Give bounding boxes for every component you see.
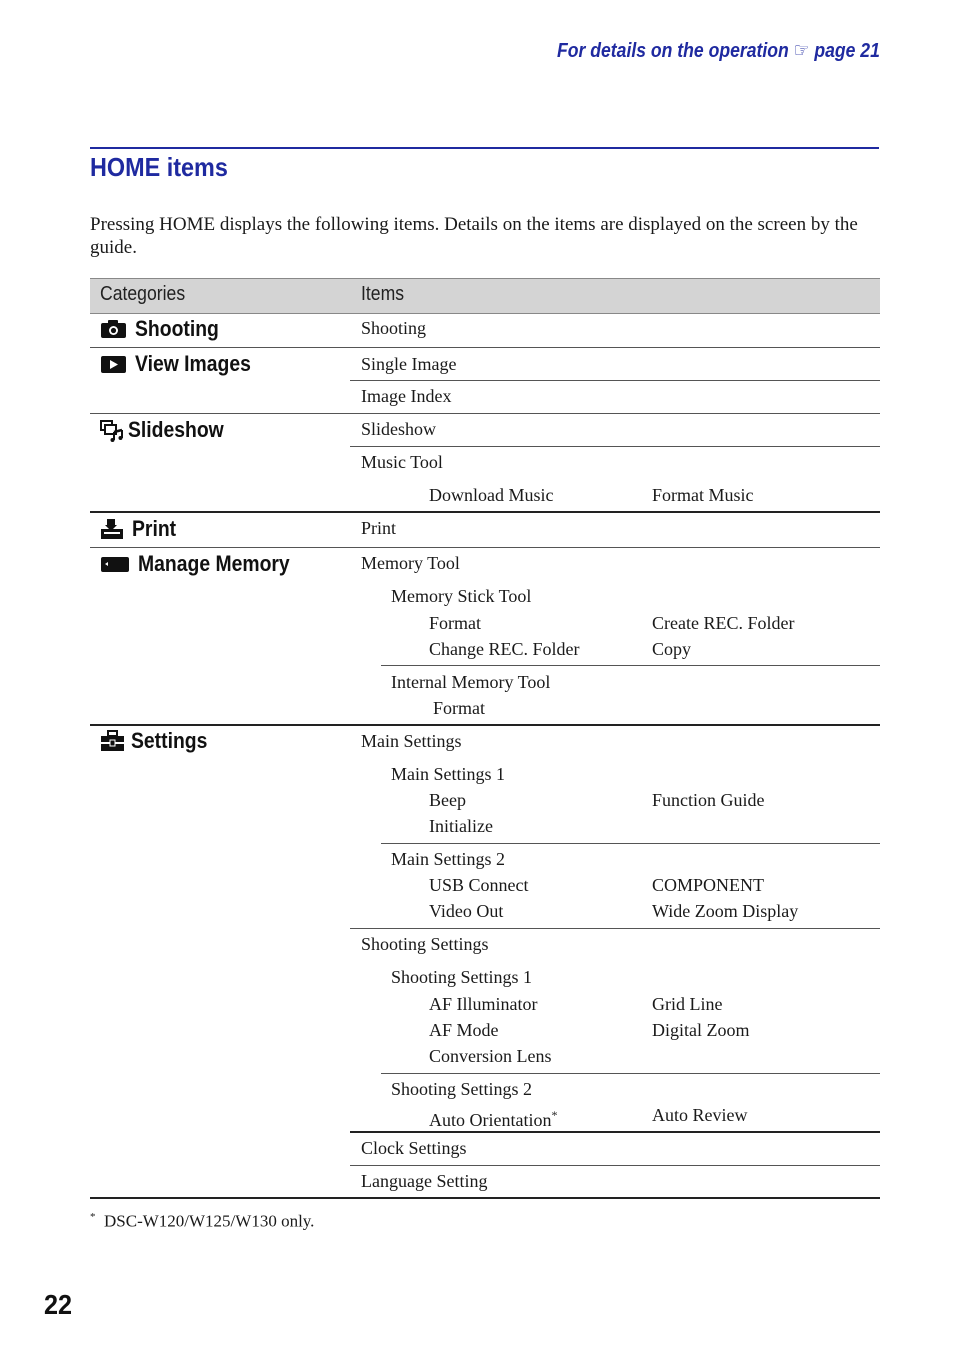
item-internal-memory-tool: Internal Memory Tool: [391, 672, 551, 692]
toolbox-icon: [100, 730, 125, 752]
row-divider: [350, 928, 880, 929]
row-divider: [90, 413, 880, 414]
item-beep: Beep: [429, 790, 466, 810]
column-header-categories: Categories: [100, 283, 186, 305]
item-ms-format: Format: [429, 613, 481, 633]
category-view-images: [100, 351, 267, 377]
category-shooting: [100, 316, 230, 342]
row-divider: [90, 347, 880, 348]
item-format-music: Format Music: [652, 485, 754, 505]
item-im-format: Format: [433, 698, 485, 718]
page-number: 22: [44, 1289, 73, 1320]
page-reference-link[interactable]: For details on the operation ☞ page 21: [557, 40, 880, 62]
category-slideshow: [100, 417, 237, 443]
category-manage-memory: [100, 551, 310, 577]
footnote-marker: *: [551, 1108, 558, 1122]
section-rule: [90, 147, 879, 149]
item-conversion-lens: Conversion Lens: [429, 1046, 552, 1066]
row-divider: [381, 665, 880, 666]
item-shooting-settings-1: Shooting Settings 1: [391, 967, 533, 987]
category-label: Slideshow: [128, 417, 224, 442]
printer-icon: [100, 518, 124, 540]
category-label: View Images: [135, 351, 251, 376]
item-shooting-settings: Shooting Settings: [361, 934, 489, 954]
item-create-rec-folder: Create REC. Folder: [652, 613, 795, 633]
item-usb-connect: USB Connect: [429, 875, 529, 895]
item-af-mode: AF Mode: [429, 1020, 499, 1040]
item-memory-tool: Memory Tool: [361, 553, 460, 573]
footnote-text: DSC-W120/W125/W130 only.: [104, 1211, 315, 1231]
item-slideshow: Slideshow: [361, 419, 437, 439]
page-title: HOME items: [90, 152, 228, 182]
row-divider: [350, 1165, 880, 1166]
item-video-out: Video Out: [429, 901, 504, 921]
item-single-image: Single Image: [361, 354, 457, 374]
item-change-rec-folder: Change REC. Folder: [429, 639, 580, 659]
item-memory-stick-tool: Memory Stick Tool: [391, 586, 532, 606]
item-component: COMPONENT: [652, 875, 765, 895]
section-divider: [90, 724, 880, 726]
row-divider: [381, 1073, 880, 1074]
row-divider: [350, 380, 880, 381]
play-icon: [100, 354, 127, 374]
item-auto-review: Auto Review: [652, 1105, 748, 1125]
item-af-illuminator: AF Illuminator: [429, 994, 538, 1014]
category-settings: [100, 728, 218, 754]
column-header-items: Items: [361, 283, 405, 305]
item-main-settings: Main Settings: [361, 731, 462, 751]
item-shooting: Shooting: [361, 318, 427, 338]
item-main-settings-1: Main Settings 1: [391, 764, 506, 784]
item-print: Print: [361, 518, 397, 538]
item-auto-orientation: [429, 1105, 557, 1130]
table-bottom-rule: [90, 1197, 880, 1199]
intro-paragraph: Pressing HOME displays the following items. Details on the items are displayed on the screen by the guide.: [90, 214, 858, 258]
item-download-music: Download Music: [429, 485, 554, 505]
item-function-guide: Function Guide: [652, 790, 765, 810]
category-label: Manage Memory: [138, 551, 290, 576]
row-divider: [90, 547, 880, 548]
camera-icon: [100, 319, 127, 339]
category-label: Shooting: [135, 316, 219, 341]
item-clock-settings: Clock Settings: [361, 1138, 467, 1158]
footnote-mark: *: [90, 1211, 96, 1223]
item-language-setting: Language Setting: [361, 1171, 488, 1191]
item-digital-zoom: Digital Zoom: [652, 1020, 750, 1040]
table-header: [90, 278, 880, 314]
item-wide-zoom-display: Wide Zoom Display: [652, 901, 799, 921]
footnote: [90, 1207, 314, 1232]
section-divider: [350, 1131, 880, 1133]
category-print: [100, 516, 182, 542]
category-label: Settings: [131, 728, 208, 753]
memory-card-icon: [100, 554, 130, 574]
slideshow-music-icon: [100, 420, 124, 440]
item-image-index: Image Index: [361, 386, 452, 406]
item-initialize: Initialize: [429, 816, 493, 836]
category-label: Print: [132, 516, 177, 541]
item-label: Auto Orientation: [429, 1110, 552, 1130]
section-divider: [90, 511, 880, 513]
row-divider: [350, 446, 880, 447]
item-copy: Copy: [652, 639, 692, 659]
row-divider: [381, 843, 880, 844]
item-music-tool: Music Tool: [361, 452, 443, 472]
item-shooting-settings-2: Shooting Settings 2: [391, 1079, 533, 1099]
item-grid-line: Grid Line: [652, 994, 723, 1014]
item-main-settings-2: Main Settings 2: [391, 849, 506, 869]
